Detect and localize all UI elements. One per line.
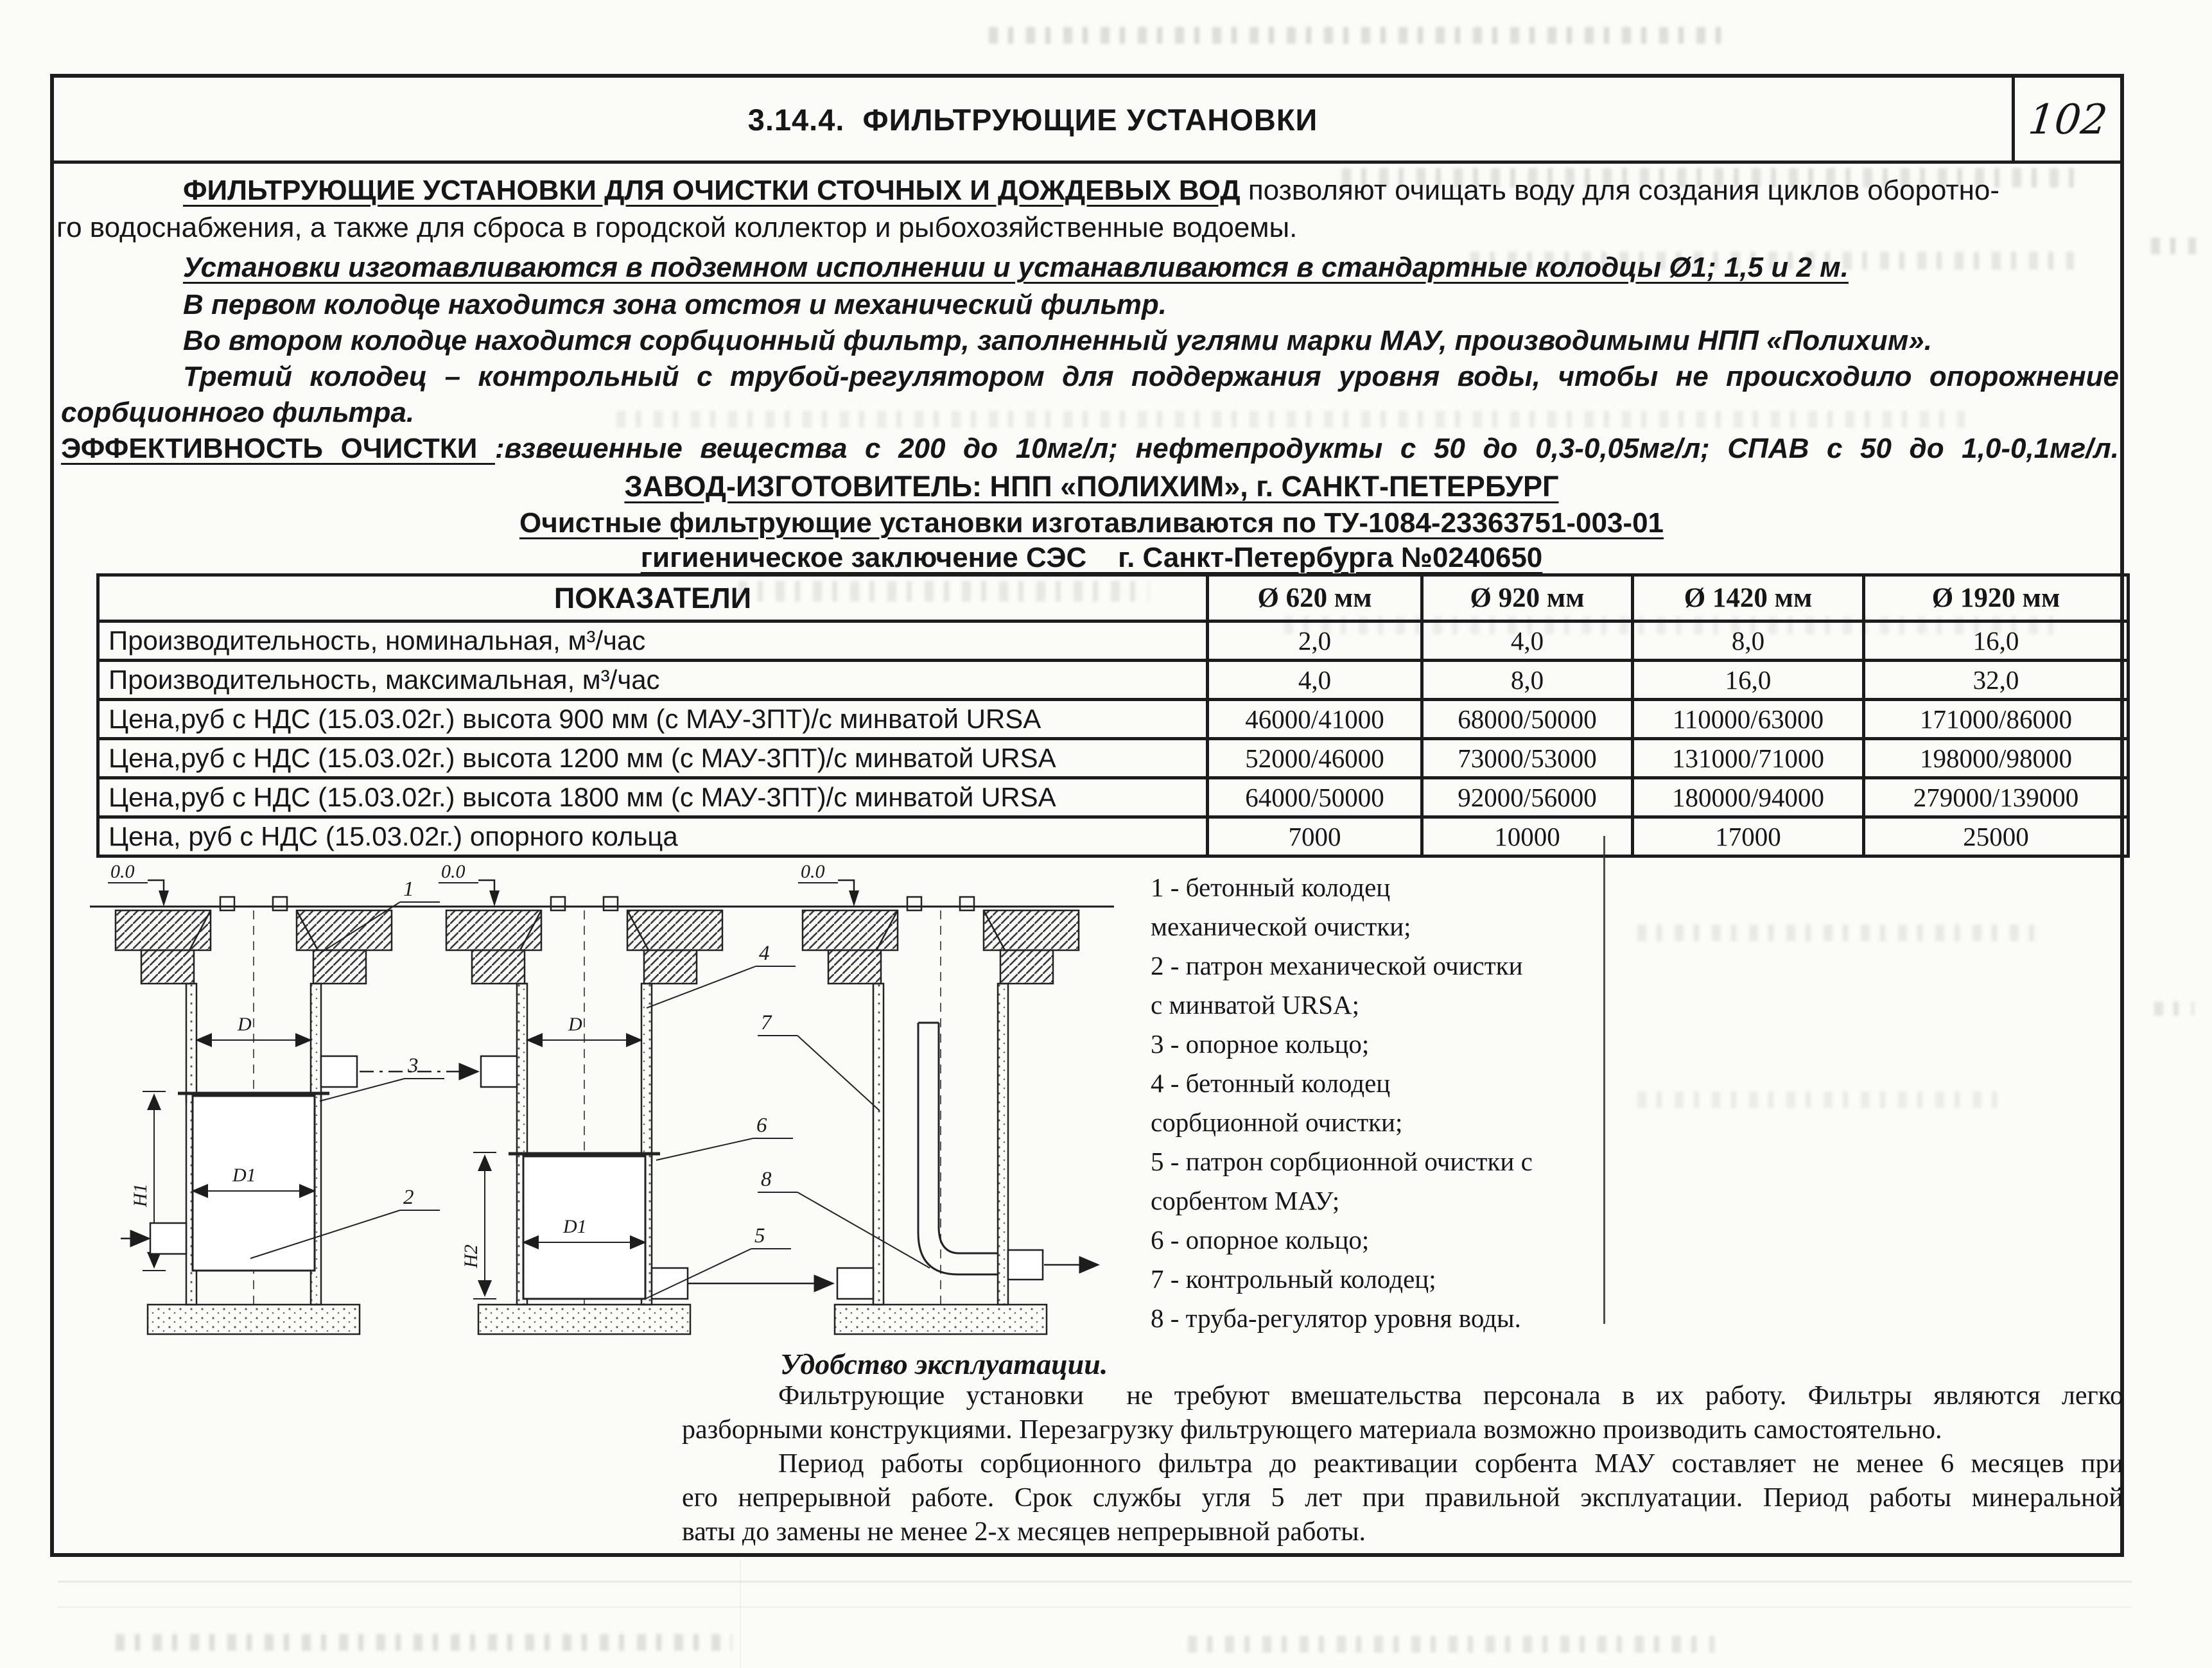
row-label: Цена,руб с НДС (15.03.02г.) высота 1200 мм (с МАУ-3ПТ)/с минватой URSA (98, 739, 1208, 778)
legend-line: с минватой URSA; (1151, 990, 1360, 1020)
cell-value: 131000/71000 (1633, 739, 1864, 778)
cell-value: 25000 (1864, 817, 2129, 856)
legend-line: 1 - бетонный колодец (1151, 873, 1391, 902)
manufacturer-text: ЗАВОД-ИЗГОТОВИТЕЛЬ: НПП «ПОЛИХИМ», г. САНКТ-ПЕТЕРБУРГ (624, 470, 1559, 503)
wells-technical-drawing (58, 857, 1149, 1345)
tu-line (61, 507, 2122, 539)
tu-text: Очистные фильтрующие установки изготавливаются по ТУ-1084-23363751-003-01 (519, 507, 1664, 539)
table-row (98, 739, 2129, 778)
scan-artifact (58, 1606, 2132, 1608)
callout-1: 1 (403, 878, 414, 901)
callout-8: 8 (761, 1168, 772, 1191)
drawing-legend (1151, 868, 1603, 1338)
legend-line: 4 - бетонный колодец (1151, 1068, 1391, 1098)
intro-lead-text: ФИЛЬТРУЮЩИЕ УСТАНОВКИ ДЛЯ ОЧИСТКИ СТОЧНЫХ И ДОЖДЕВЫХ ВОД (183, 175, 1241, 206)
scan-artifact (2151, 238, 2196, 254)
zero-level-mark (439, 861, 500, 907)
table-row (98, 621, 2129, 661)
efficiency-label: ЭФФЕКТИВНОСТЬ ОЧИСТКИ (61, 433, 495, 464)
table-header-col-1920: Ø 1920 мм (1864, 575, 2129, 621)
intro-lead-rest: позволяют очищать воду для создания циклов оборотно- (1240, 175, 1999, 206)
specs-table-container (96, 573, 2130, 858)
row-label: Цена, руб с НДС (15.03.02г.) опорного кольца (98, 817, 1208, 856)
cell-value: 2,0 (1208, 621, 1422, 661)
features-first-well-line: В первом колодце находится зона отстоя и механический фильтр. (183, 289, 1167, 320)
ses-line (61, 542, 2122, 574)
scan-artifact (58, 1581, 2132, 1583)
svg-text:0.0: 0.0 (441, 861, 466, 882)
row-label: Цена,руб с НДС (15.03.02г.) высота 1800 мм (с МАУ-3ПТ)/с минватой URSA (98, 778, 1208, 817)
cell-value: 110000/63000 (1633, 700, 1864, 739)
efficiency-line (61, 433, 2119, 465)
cell-value: 68000/50000 (1422, 700, 1633, 739)
page-title: 3.14.4. ФИЛЬТРУЮЩИЕ УСТАНОВКИ (747, 103, 1318, 137)
scan-artifact (116, 1634, 732, 1651)
cell-value: 8,0 (1633, 621, 1864, 661)
cell-value: 279000/139000 (1864, 778, 2129, 817)
table-row (98, 817, 2129, 856)
table-row (98, 700, 2129, 739)
dim-label-d1: D1 (232, 1165, 256, 1186)
zero-level-mark (108, 861, 169, 907)
well-2-sorption (446, 897, 832, 1334)
callout-6: 6 (756, 1114, 767, 1137)
cell-value: 180000/94000 (1633, 778, 1864, 817)
cell-value: 7000 (1208, 817, 1422, 856)
table-header-row (98, 575, 2129, 621)
callout-5: 5 (754, 1224, 765, 1247)
table-header-pokazateli: ПОКАЗАТЕЛИ (98, 575, 1208, 621)
callout-4: 4 (759, 942, 770, 965)
legend-line: 2 - патрон механической очистки (1151, 951, 1523, 980)
legend-line: сорбентом МАУ; (1151, 1186, 1340, 1215)
row-label: Цена,руб с НДС (15.03.02г.) высота 900 мм (с МАУ-3ПТ)/с минватой URSA (98, 700, 1208, 739)
well-3-control (803, 897, 1097, 1334)
intro-line-2: го водоснабжения, а также для сброса в городской коллектор и рыбохозяйственные водоемы. (57, 212, 1298, 243)
operation-line: его непрерывной работе. Срок службы угля 5 лет при правильной эксплуатации. Период работы минеральной (682, 1483, 2123, 1513)
scan-artifact (740, 1560, 741, 1668)
features-third-well-line-1: Третий колодец – контрольный с трубой-регулятором для поддержания уровня воды, чтобы не происходило опорожнение (183, 361, 2119, 392)
cell-value: 8,0 (1422, 661, 1633, 700)
cell-value: 17000 (1633, 817, 1864, 856)
scan-artifact (1188, 1636, 1714, 1653)
efficiency-values: :взвешенные вещества с 200 до 10мг/л; нефтепродукты с 50 до 0,3-0,05мг/л; СПАВ с 50 до 1,0-0,1мг/л. (494, 433, 2120, 464)
table-header-col-920: Ø 920 мм (1422, 575, 1633, 621)
ses-text: гигиеническое заключение СЭС г. Санкт-Петербурга №0240650 (640, 542, 1543, 573)
operation-line: ваты до замены не менее 2-х месяцев непрерывной работы. (682, 1517, 1366, 1547)
manufacturer-line (61, 470, 2122, 503)
operation-line: Фильтрующие установки не требуют вмешательства персонала в их работу. Фильтры являются легко (778, 1381, 2123, 1411)
svg-text:0.0: 0.0 (110, 861, 135, 882)
operation-heading: Удобство эксплуатации. (780, 1348, 1108, 1380)
table-row (98, 778, 2129, 817)
cell-value: 4,0 (1208, 661, 1422, 700)
operation-line: разборными конструкциями. Перезагрузку фильтрующего материала возможно производить самостоятельно. (682, 1415, 1942, 1445)
cell-value: 64000/50000 (1208, 778, 1422, 817)
scan-artifact (2154, 1002, 2194, 1016)
dim-label-d: D (238, 1014, 252, 1035)
row-label: Производительность, номинальная, м³/час (98, 621, 1208, 661)
dim-label-d: D (568, 1014, 582, 1035)
legend-divider-line (1603, 836, 1605, 1324)
operation-line: Период работы сорбционного фильтра до реактивации сорбента МАУ составляет не менее 6 месяцев при (778, 1449, 2123, 1479)
table-row (98, 661, 2129, 700)
cell-value: 16,0 (1864, 621, 2129, 661)
table-header-col-1420: Ø 1420 мм (1633, 575, 1864, 621)
well-1-mechanical (116, 897, 476, 1334)
callout-2: 2 (403, 1186, 414, 1209)
intro-line-1 (61, 175, 2122, 207)
features-second-well-line: Во втором колодце находится сорбционный фильтр, заполненный углями марки МАУ, производимыми НПП «Полихим». (183, 325, 1932, 356)
features-underlined-line: Установки изготавливаются в подземном исполнении и устанавливаются в стандартные колодцы Ø1; 1,5 и 2 м. (183, 252, 1849, 283)
cell-value: 73000/53000 (1422, 739, 1633, 778)
specs-table (96, 573, 2130, 858)
zero-level-mark (798, 861, 859, 907)
legend-line: механической очистки; (1151, 912, 1411, 941)
cell-value: 198000/98000 (1864, 739, 2129, 778)
callout-7: 7 (761, 1011, 772, 1034)
page-number: 102 (2026, 96, 2110, 144)
cell-value: 32,0 (1864, 661, 2129, 700)
cell-value: 4,0 (1422, 621, 1633, 661)
table-header-col-620: Ø 620 мм (1208, 575, 1422, 621)
dim-label-d1: D1 (563, 1216, 587, 1237)
cell-value: 46000/41000 (1208, 700, 1422, 739)
cell-value: 171000/86000 (1864, 700, 2129, 739)
cell-value: 52000/46000 (1208, 739, 1422, 778)
svg-text:0.0: 0.0 (801, 861, 825, 882)
row-label: Производительность, максимальная, м³/час (98, 661, 1208, 700)
legend-line: 3 - опорное кольцо; (1151, 1029, 1370, 1059)
legend-line: сорбционной очистки; (1151, 1108, 1403, 1137)
cell-value: 92000/56000 (1422, 778, 1633, 817)
scan-artifact (989, 27, 1727, 44)
cell-value: 16,0 (1633, 661, 1864, 700)
legend-line: 8 - труба-регулятор уровня воды. (1151, 1303, 1521, 1333)
legend-line: 7 - контрольный колодец; (1151, 1264, 1436, 1294)
legend-line: 5 - патрон сорбционной очистки с (1151, 1147, 1533, 1176)
legend-line: 6 - опорное кольцо; (1151, 1225, 1370, 1255)
cell-value: 10000 (1422, 817, 1633, 856)
features-third-well-line-2: сорбционного фильтра. (61, 397, 415, 428)
callout-3: 3 (408, 1054, 419, 1077)
dim-label-h1: H1 (130, 1183, 151, 1207)
dim-label-h2: H2 (460, 1244, 482, 1268)
